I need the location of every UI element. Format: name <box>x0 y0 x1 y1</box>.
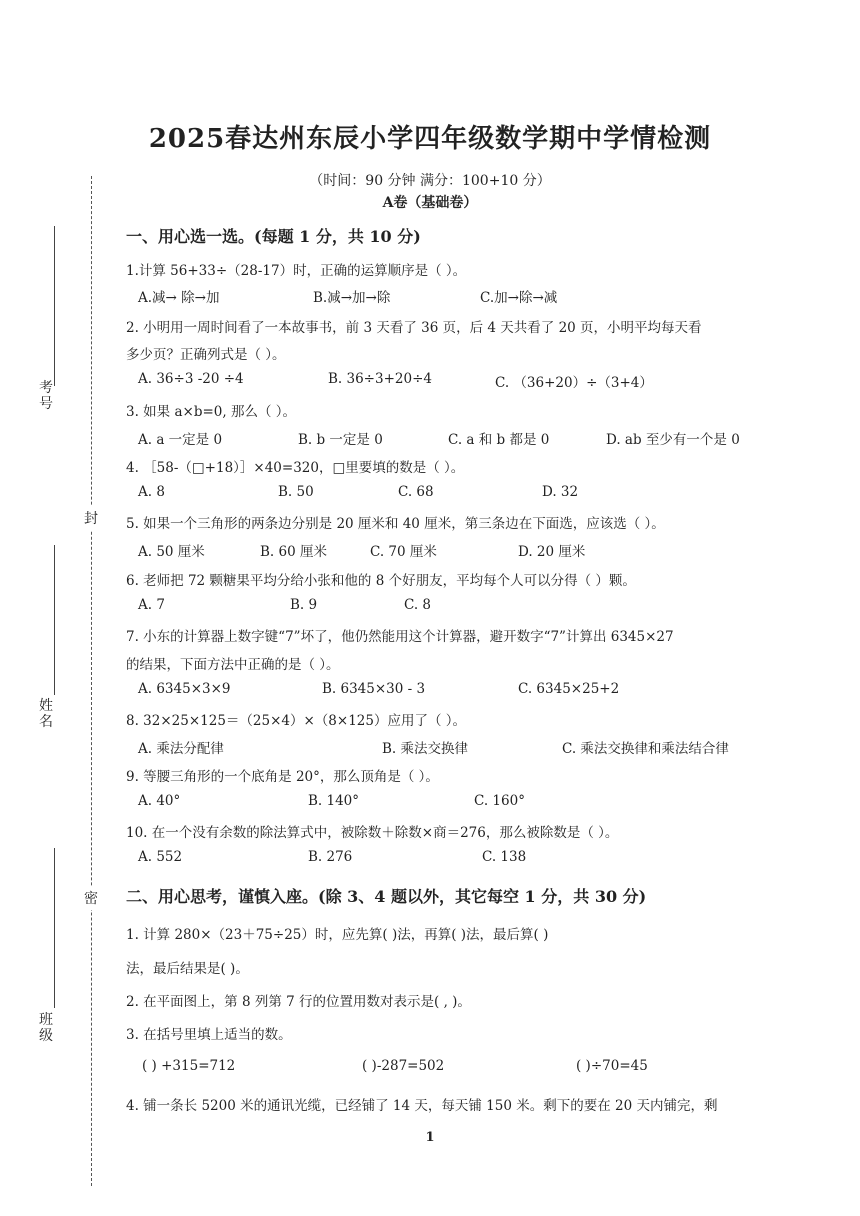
section2-heading: 二、用心思考，谨慎入座。(除 3、4 题以外，其它每空 1 分，共 30 分) <box>126 887 647 906</box>
q8-option-a: A. 乘法分配律 <box>138 741 224 757</box>
exam-title: 2025春达州东辰小学四年级数学期中学情检测 <box>148 124 712 154</box>
question-6: 6. 老师把 72 颗糖果平均分给小张和他的 8 个好朋友，平均每个人可以分得（ ）颗。 <box>126 573 636 589</box>
question-2: 2. 小明用一周时间看了一本故事书，前 3 天看了 36 页，后 4 天共看了 20 页，小明平均每天看 <box>126 320 702 336</box>
q1-option-a: A.减→ 除→加 <box>138 290 220 306</box>
question-2-line2: 多少页？正确列式是（ ）。 <box>126 347 286 363</box>
exam-no-underline <box>54 226 55 386</box>
question-7: 7. 小东的计算器上数字键“7”坏了，他仍然能用这个计算器，避开数字“7”计算出 6345×27 <box>126 629 674 645</box>
binding-dashed-line <box>91 176 92 1186</box>
q10-option-b: B. 276 <box>308 849 353 865</box>
q10-option-a: A. 552 <box>138 849 183 865</box>
q2-option-b: B. 36÷3+20÷4 <box>328 371 432 387</box>
section1-heading: 一、用心选一选。(每题 1 分，共 10 分) <box>126 227 421 246</box>
exam-subtitle: （时间：90 分钟 满分：100+10 分） <box>309 173 551 189</box>
q3-option-a: A. a 一定是 0 <box>138 432 223 448</box>
name-label: 姓名 <box>39 698 53 730</box>
s2-question-1-line2: 法，最后结果是( )。 <box>126 961 249 977</box>
question-4: 4. ［58-（□+18）］×40=320，□里要填的数是（ ）。 <box>126 460 465 476</box>
q3-option-c: C. a 和 b 都是 0 <box>448 432 550 448</box>
q7-option-b: B. 6345×30 - 3 <box>322 681 426 697</box>
name-underline <box>54 545 55 695</box>
question-1: 1.计算 56+33÷（28-17）时，正确的运算顺序是（ ）。 <box>126 263 467 279</box>
s2-q3-item-2: ( )-287=502 <box>362 1058 445 1074</box>
q5-option-d: D. 20 厘米 <box>518 544 586 560</box>
q7-option-c: C. 6345×25+2 <box>518 681 620 697</box>
question-9: 9. 等腰三角形的一个底角是 20°，那么顶角是（ ）。 <box>126 769 439 785</box>
class-label: 班级 <box>39 1012 53 1044</box>
s2-q3-item-3: ( )÷70=45 <box>576 1058 648 1074</box>
q4-option-c: C. 68 <box>398 484 434 500</box>
q4-option-a: A. 8 <box>138 484 165 500</box>
q7-option-a: A. 6345×3×9 <box>138 681 231 697</box>
question-5: 5. 如果一个三角形的两条边分别是 20 厘米和 40 厘米，第三条边在下面选，应该选（ ）。 <box>126 516 665 532</box>
s2-question-4: 4. 铺一条长 5200 米的通讯光缆，已经铺了 14 天，每天铺 150 米。剩下的要在 20 天内铺完，剩 <box>126 1098 718 1114</box>
seal-char-mi: 密 <box>83 886 99 910</box>
q9-option-a: A. 40° <box>138 793 181 809</box>
q3-option-b: B. b 一定是 0 <box>298 432 383 448</box>
q6-option-b: B. 9 <box>290 597 318 613</box>
exam-no-label: 考号 <box>39 380 53 412</box>
q4-option-b: B. 50 <box>278 484 314 500</box>
q2-option-a: A. 36÷3 -20 ÷4 <box>138 371 244 387</box>
question-8: 8. 32×25×125＝（25×4）×（8×125）应用了（ ）。 <box>126 713 467 729</box>
q10-option-c: C. 138 <box>482 849 527 865</box>
question-3: 3. 如果 a×b=0, 那么（ ）。 <box>126 404 296 420</box>
seal-char-feng: 封 <box>83 506 99 530</box>
q9-option-c: C. 160° <box>474 793 525 809</box>
s2-question-3: 3. 在括号里填上适当的数。 <box>126 1027 292 1043</box>
question-7-line2: 的结果，下面方法中正确的是（ ）。 <box>126 657 340 673</box>
q8-option-c: C. 乘法交换律和乘法结合律 <box>562 741 729 757</box>
question-10: 10. 在一个没有余数的除法算式中，被除数＋除数×商＝276，那么被除数是（ ）。 <box>126 825 619 841</box>
q1-option-c: C.加→除→减 <box>480 290 558 306</box>
q2-option-c: C. （36+20）÷（3+4） <box>495 375 653 391</box>
s2-q3-item-1: ( ) +315=712 <box>142 1058 236 1074</box>
q6-option-c: C. 8 <box>404 597 432 613</box>
s2-question-2: 2. 在平面图上，第 8 列第 7 行的位置用数对表示是( , )。 <box>126 994 471 1010</box>
s2-question-1: 1. 计算 280×（23＋75÷25）时，应先算( )法，再算( )法，最后算( ) <box>126 927 549 943</box>
q9-option-b: B. 140° <box>308 793 360 809</box>
q5-option-b: B. 60 厘米 <box>260 544 327 560</box>
q8-option-b: B. 乘法交换律 <box>382 741 469 757</box>
q4-option-d: D. 32 <box>542 484 579 500</box>
page-number: 1 <box>425 1130 435 1145</box>
q3-option-d: D. ab 至少有一个是 0 <box>606 432 740 448</box>
q1-option-b: B.减→加→除 <box>313 290 391 306</box>
q5-option-c: C. 70 厘米 <box>370 544 437 560</box>
class-underline <box>54 848 55 1008</box>
q6-option-a: A. 7 <box>138 597 165 613</box>
q5-option-a: A. 50 厘米 <box>138 544 205 560</box>
volume-label: A卷（基础卷） <box>382 195 478 211</box>
